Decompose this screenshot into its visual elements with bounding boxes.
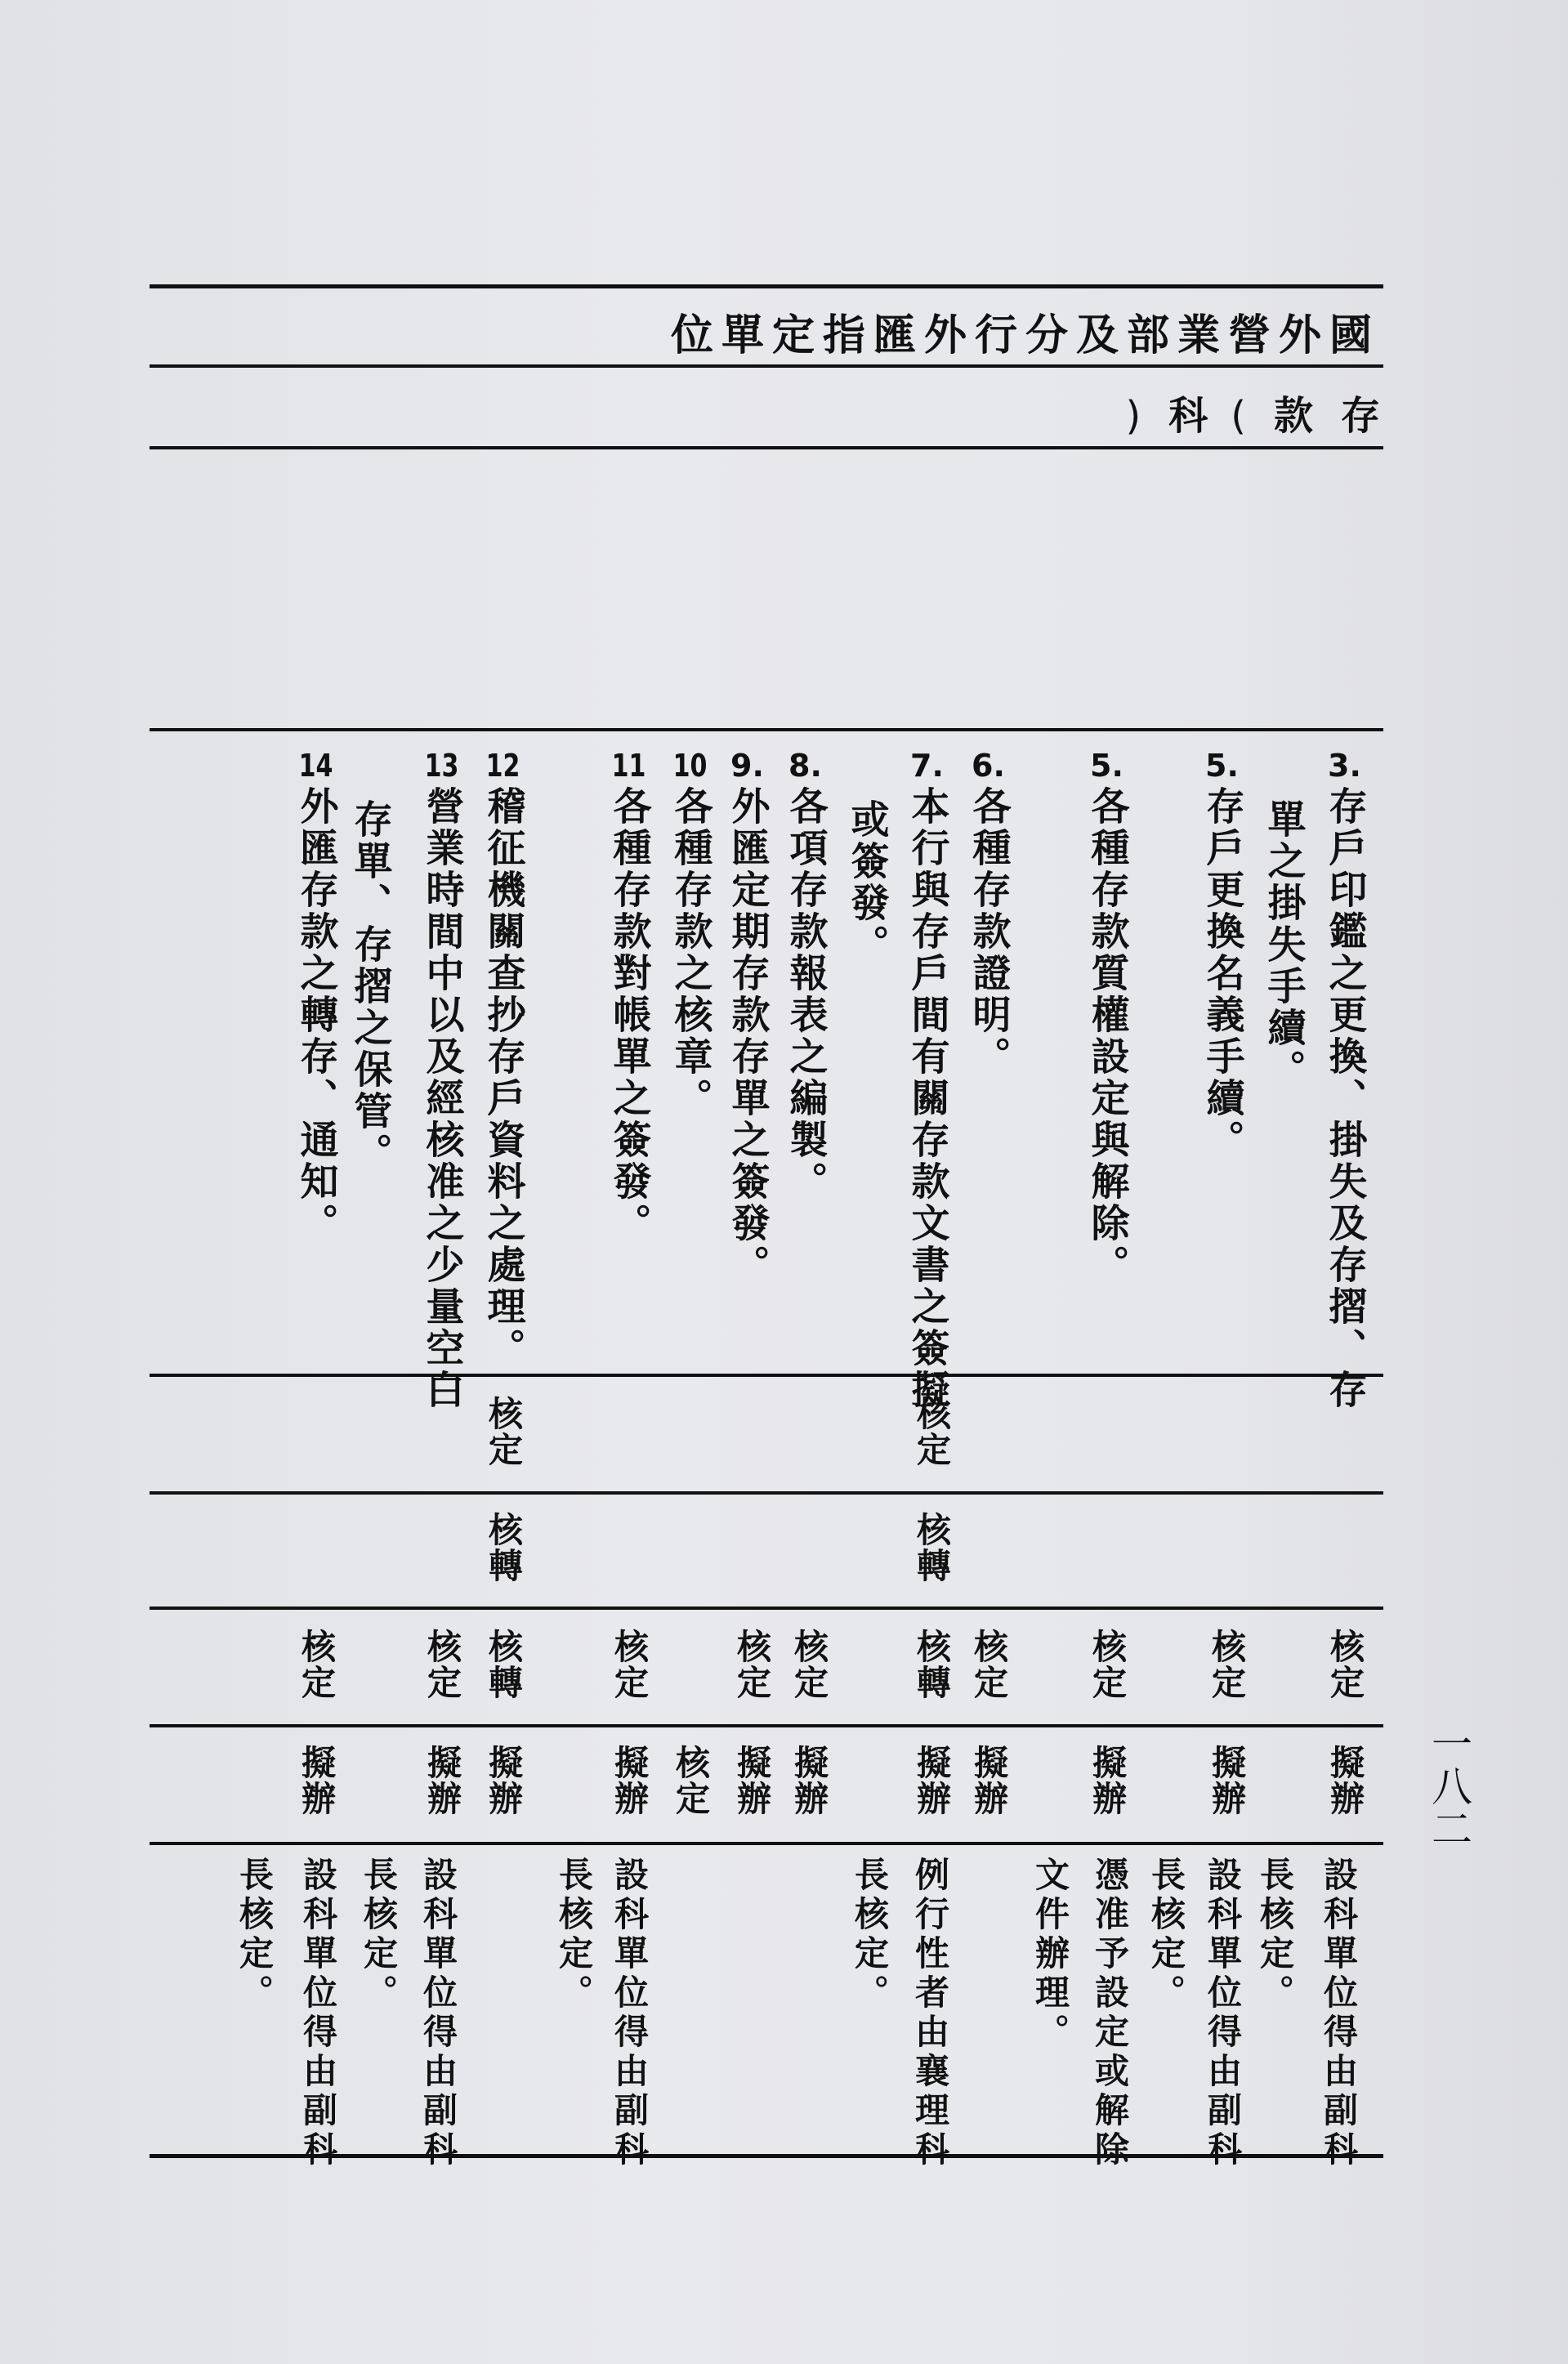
table-rule-row1-bottom bbox=[150, 1491, 1383, 1495]
item-text bbox=[668, 750, 713, 1119]
item-label: 各種存款證明。 bbox=[966, 786, 1012, 1078]
remark-text: 設科單位得由副科 bbox=[610, 1857, 650, 2170]
item-number: 11 bbox=[611, 750, 646, 781]
remark-text: 設科單位得由副科 bbox=[1203, 1857, 1243, 2170]
item-number: 10 bbox=[672, 750, 708, 781]
authority-cell-row2: 核轉 bbox=[484, 1512, 524, 1584]
authority-cell-row3: 核定 bbox=[1325, 1629, 1365, 1700]
item-text-continuation: 或簽發。 bbox=[844, 799, 890, 966]
item-text bbox=[1322, 750, 1368, 1411]
item-number: 14 bbox=[298, 750, 333, 781]
remark-text: 憑准予設定或解除 bbox=[1090, 1857, 1130, 2170]
remark-text: 設科單位得由副科 bbox=[298, 1857, 338, 2170]
page-title: 國外營業部及分行外匯指定單位 bbox=[670, 311, 1380, 360]
remark-text: 設科單位得由副科 bbox=[418, 1857, 458, 2170]
item-label: 各種存款之核章。 bbox=[668, 786, 713, 1119]
authority-cell-row3: 核轉 bbox=[912, 1629, 952, 1700]
authority-cell-row4: 核定 bbox=[671, 1745, 711, 1817]
item-text bbox=[419, 750, 465, 1411]
item-text bbox=[966, 750, 1012, 1078]
remark-text: 設科單位得由副科 bbox=[1319, 1857, 1359, 2170]
authority-cell-row4: 擬辦 bbox=[969, 1745, 1009, 1817]
item-text bbox=[606, 750, 652, 1245]
remark-text: 長核定。 bbox=[235, 1857, 275, 2013]
item-label: 稽征機關查抄存戶資料之處理。 bbox=[480, 786, 526, 1370]
authority-cell-row2: 核轉 bbox=[912, 1512, 952, 1584]
authority-cell-row3: 核定 bbox=[610, 1629, 650, 1700]
subtitle-char-2: 款 bbox=[1273, 393, 1313, 439]
item-label: 存戶更換名義手續。 bbox=[1199, 786, 1245, 1161]
item-label: 本行與存戶間有關存款文書之簽擬 bbox=[905, 786, 950, 1411]
table-rule-row2-bottom bbox=[150, 1607, 1383, 1610]
item-number: 12 bbox=[485, 750, 520, 781]
table-rule-row3-bottom bbox=[150, 1724, 1383, 1727]
authority-cell-row4: 擬辦 bbox=[1207, 1745, 1247, 1817]
item-text bbox=[480, 750, 526, 1370]
remark-text: 文件辦理。 bbox=[1030, 1857, 1070, 2053]
subtitle-char-1: 存 bbox=[1340, 393, 1380, 439]
item-number: 5. bbox=[1205, 750, 1239, 781]
item-label: 外匯定期存款存單之簽發。 bbox=[725, 786, 771, 1286]
item-text bbox=[905, 750, 950, 1411]
authority-cell-row4: 擬辦 bbox=[732, 1745, 772, 1817]
item-text-continuation: 單之掛失手續。 bbox=[1261, 799, 1307, 1091]
subtitle-paren-open: ) bbox=[1231, 393, 1246, 439]
authority-cell-row4: 擬辦 bbox=[610, 1745, 650, 1817]
item-label: 營業時間中以及經核准之少量空白 bbox=[419, 786, 465, 1411]
authority-cell-row3: 核定 bbox=[1207, 1629, 1247, 1700]
table-rule-items-top bbox=[150, 728, 1383, 731]
item-label: 各種存款質權設定與解除。 bbox=[1084, 786, 1130, 1286]
item-text bbox=[1199, 750, 1245, 1161]
item-number: 3. bbox=[1328, 750, 1361, 781]
authority-cell-row3: 核定 bbox=[1088, 1629, 1128, 1700]
item-label: 存戶印鑑之更換、掛失及存摺、存 bbox=[1322, 786, 1368, 1411]
table-rule-row4-bottom bbox=[150, 1842, 1383, 1845]
item-number: 13 bbox=[424, 750, 459, 781]
item-label: 外匯存款之轉存、通知。 bbox=[293, 786, 339, 1245]
item-label: 各種存款對帳單之簽發。 bbox=[606, 786, 652, 1245]
authority-cell-row1: 核定 bbox=[912, 1396, 952, 1468]
subtitle-char-3: 科 bbox=[1168, 393, 1208, 439]
table-rule-title-bottom bbox=[150, 364, 1383, 368]
item-text bbox=[725, 750, 771, 1286]
authority-cell-row1: 核定 bbox=[484, 1396, 524, 1468]
item-number: 5. bbox=[1090, 750, 1124, 781]
item-label: 各項存款報表之編製。 bbox=[783, 786, 829, 1203]
subtitle-paren-close: ( bbox=[1125, 393, 1141, 439]
authority-cell-row4: 擬辦 bbox=[1088, 1745, 1128, 1817]
authority-cell-row3: 核轉 bbox=[484, 1629, 524, 1700]
remark-text: 長核定。 bbox=[554, 1857, 594, 2013]
authority-cell-row4: 擬辦 bbox=[484, 1745, 524, 1817]
item-text-continuation: 存單、存摺之保管。 bbox=[347, 799, 393, 1174]
item-text bbox=[293, 750, 339, 1245]
item-text bbox=[1084, 750, 1130, 1286]
authority-cell-row4: 擬辦 bbox=[297, 1745, 337, 1817]
remark-text: 長核定。 bbox=[850, 1857, 890, 2013]
table-rule-subtitle-bottom bbox=[150, 446, 1383, 449]
remark-text: 例行性者由襄理科 bbox=[910, 1857, 950, 2170]
table-rule-top bbox=[150, 284, 1383, 288]
authority-cell-row3: 核定 bbox=[969, 1629, 1009, 1700]
remark-text: 長核定。 bbox=[1255, 1857, 1295, 2013]
authority-cell-row3: 核定 bbox=[789, 1629, 829, 1700]
authority-cell-row3: 核定 bbox=[422, 1629, 462, 1700]
item-number: 6. bbox=[972, 750, 1005, 781]
authority-cell-row4: 擬辦 bbox=[912, 1745, 952, 1817]
item-text bbox=[783, 750, 829, 1203]
authority-cell-row3: 核定 bbox=[732, 1629, 772, 1700]
page-number: 一八二 bbox=[1425, 1723, 1472, 1850]
item-number: 7. bbox=[910, 750, 944, 781]
authority-cell-row4: 擬辦 bbox=[789, 1745, 829, 1817]
item-number: 9. bbox=[730, 750, 764, 781]
section-subtitle bbox=[1102, 384, 1380, 440]
authority-cell-row3: 核定 bbox=[297, 1629, 337, 1700]
table-rule-items-bottom bbox=[150, 1374, 1383, 1377]
item-number: 8. bbox=[788, 750, 822, 781]
authority-cell-row4: 擬辦 bbox=[422, 1745, 462, 1817]
authority-cell-row4: 擬辦 bbox=[1325, 1745, 1365, 1817]
remark-text: 長核定。 bbox=[359, 1857, 399, 2013]
remark-text: 長核定。 bbox=[1146, 1857, 1186, 2013]
